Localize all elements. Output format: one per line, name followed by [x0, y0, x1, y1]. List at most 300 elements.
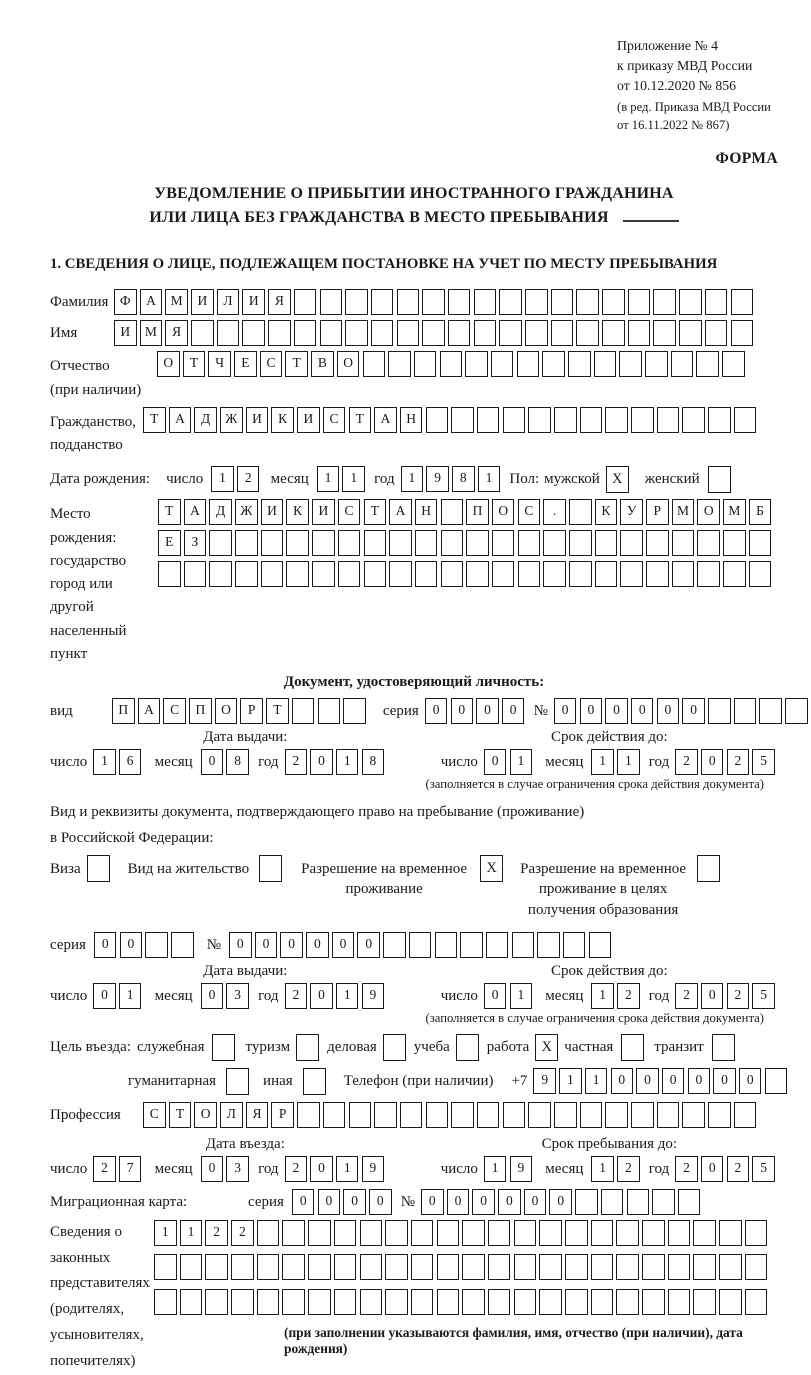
char-cell[interactable]: 2: [727, 749, 750, 775]
char-cell[interactable]: [437, 1254, 460, 1280]
char-cell[interactable]: О: [215, 698, 238, 724]
char-cell[interactable]: [642, 1289, 665, 1315]
char-cell[interactable]: 1: [591, 983, 614, 1009]
char-cell[interactable]: 1: [510, 983, 533, 1009]
char-cell[interactable]: 2: [285, 1156, 308, 1182]
char-cell[interactable]: Т: [169, 1102, 192, 1128]
char-cell[interactable]: [719, 1254, 742, 1280]
char-cell[interactable]: 0: [498, 1189, 521, 1215]
char-cell[interactable]: [646, 530, 669, 556]
char-cell[interactable]: [235, 530, 258, 556]
char-cell[interactable]: [180, 1254, 203, 1280]
char-cell[interactable]: Р: [271, 1102, 294, 1128]
char-cell[interactable]: Т: [349, 407, 372, 433]
char-cell[interactable]: Н: [415, 499, 438, 525]
char-cell[interactable]: [575, 1189, 598, 1215]
char-cell[interactable]: 0: [310, 749, 333, 775]
char-cell[interactable]: [343, 698, 366, 724]
char-cell[interactable]: Т: [143, 407, 166, 433]
char-cell[interactable]: М: [165, 289, 188, 315]
char-cell[interactable]: [539, 1220, 562, 1246]
char-cell[interactable]: [499, 320, 522, 346]
char-cell[interactable]: [448, 320, 471, 346]
char-cell[interactable]: П: [466, 499, 489, 525]
char-cell[interactable]: 3: [226, 1156, 249, 1182]
char-cell[interactable]: [554, 407, 577, 433]
char-cell[interactable]: [374, 1102, 397, 1128]
char-cell[interactable]: [765, 1068, 788, 1094]
char-cell[interactable]: [312, 530, 335, 556]
char-cell[interactable]: [499, 289, 522, 315]
char-cell[interactable]: 1: [317, 466, 340, 492]
char-cell[interactable]: [437, 1289, 460, 1315]
char-cell[interactable]: [145, 932, 168, 958]
char-cell[interactable]: [653, 320, 676, 346]
char-cell[interactable]: [261, 561, 284, 587]
private-checkbox[interactable]: [621, 1034, 644, 1061]
char-cell[interactable]: 0: [343, 1189, 366, 1215]
char-cell[interactable]: [619, 351, 642, 377]
char-cell[interactable]: [554, 1102, 577, 1128]
char-cell[interactable]: [397, 289, 420, 315]
char-cell[interactable]: [292, 698, 315, 724]
char-cell[interactable]: 1: [342, 466, 365, 492]
char-cell[interactable]: Л: [217, 289, 240, 315]
char-cell[interactable]: 2: [675, 1156, 698, 1182]
char-cell[interactable]: 0: [421, 1189, 444, 1215]
char-cell[interactable]: 2: [93, 1156, 116, 1182]
char-cell[interactable]: 0: [524, 1189, 547, 1215]
char-cell[interactable]: [594, 351, 617, 377]
char-cell[interactable]: [492, 530, 515, 556]
char-cell[interactable]: 2: [231, 1220, 254, 1246]
char-cell[interactable]: [422, 289, 445, 315]
char-cell[interactable]: [363, 351, 386, 377]
char-cell[interactable]: [642, 1220, 665, 1246]
char-cell[interactable]: В: [311, 351, 334, 377]
char-cell[interactable]: П: [112, 698, 135, 724]
char-cell[interactable]: О: [194, 1102, 217, 1128]
char-cell[interactable]: [441, 530, 464, 556]
char-cell[interactable]: М: [140, 320, 163, 346]
char-cell[interactable]: 0: [605, 698, 628, 724]
char-cell[interactable]: [451, 407, 474, 433]
residence-permit-checkbox[interactable]: [259, 855, 282, 882]
work-checkbox[interactable]: X: [535, 1034, 558, 1061]
char-cell[interactable]: [745, 1220, 768, 1246]
char-cell[interactable]: [668, 1289, 691, 1315]
char-cell[interactable]: [503, 1102, 526, 1128]
char-cell[interactable]: 0: [292, 1189, 315, 1215]
char-cell[interactable]: 1: [154, 1220, 177, 1246]
char-cell[interactable]: Е: [158, 530, 181, 556]
char-cell[interactable]: [682, 407, 705, 433]
char-cell[interactable]: [601, 1189, 624, 1215]
char-cell[interactable]: [184, 561, 207, 587]
char-cell[interactable]: 8: [452, 466, 475, 492]
char-cell[interactable]: У: [620, 499, 643, 525]
char-cell[interactable]: Я: [165, 320, 188, 346]
char-cell[interactable]: [745, 1254, 768, 1280]
char-cell[interactable]: [488, 1289, 511, 1315]
char-cell[interactable]: Т: [183, 351, 206, 377]
char-cell[interactable]: [294, 289, 317, 315]
char-cell[interactable]: [616, 1220, 639, 1246]
char-cell[interactable]: 0: [484, 749, 507, 775]
char-cell[interactable]: Д: [209, 499, 232, 525]
char-cell[interactable]: [653, 289, 676, 315]
humanitarian-checkbox[interactable]: [226, 1068, 249, 1095]
char-cell[interactable]: [426, 407, 449, 433]
char-cell[interactable]: 1: [336, 749, 359, 775]
char-cell[interactable]: [678, 1189, 701, 1215]
char-cell[interactable]: [460, 932, 483, 958]
char-cell[interactable]: [514, 1220, 537, 1246]
char-cell[interactable]: А: [374, 407, 397, 433]
char-cell[interactable]: [320, 320, 343, 346]
char-cell[interactable]: О: [337, 351, 360, 377]
char-cell[interactable]: [595, 530, 618, 556]
char-cell[interactable]: 0: [701, 1156, 724, 1182]
char-cell[interactable]: [708, 698, 731, 724]
char-cell[interactable]: [551, 320, 574, 346]
char-cell[interactable]: [525, 289, 548, 315]
char-cell[interactable]: 0: [280, 932, 303, 958]
char-cell[interactable]: О: [157, 351, 180, 377]
char-cell[interactable]: 0: [201, 1156, 224, 1182]
char-cell[interactable]: [180, 1289, 203, 1315]
char-cell[interactable]: 0: [318, 1189, 341, 1215]
char-cell[interactable]: 0: [332, 932, 355, 958]
char-cell[interactable]: [242, 320, 265, 346]
char-cell[interactable]: 8: [226, 749, 249, 775]
char-cell[interactable]: 0: [451, 698, 474, 724]
char-cell[interactable]: Ж: [235, 499, 258, 525]
char-cell[interactable]: [722, 351, 745, 377]
char-cell[interactable]: [693, 1289, 716, 1315]
char-cell[interactable]: [334, 1220, 357, 1246]
char-cell[interactable]: [364, 530, 387, 556]
char-cell[interactable]: [723, 530, 746, 556]
char-cell[interactable]: 9: [362, 1156, 385, 1182]
char-cell[interactable]: Т: [266, 698, 289, 724]
char-cell[interactable]: [486, 932, 509, 958]
char-cell[interactable]: 1: [591, 749, 614, 775]
char-cell[interactable]: [389, 561, 412, 587]
char-cell[interactable]: [308, 1254, 331, 1280]
char-cell[interactable]: [591, 1289, 614, 1315]
char-cell[interactable]: [462, 1220, 485, 1246]
char-cell[interactable]: [448, 289, 471, 315]
char-cell[interactable]: [334, 1254, 357, 1280]
char-cell[interactable]: [297, 1102, 320, 1128]
char-cell[interactable]: 1: [93, 749, 116, 775]
char-cell[interactable]: [631, 1102, 654, 1128]
char-cell[interactable]: 9: [510, 1156, 533, 1182]
char-cell[interactable]: О: [697, 499, 720, 525]
char-cell[interactable]: [503, 407, 526, 433]
char-cell[interactable]: [719, 1289, 742, 1315]
char-cell[interactable]: [477, 407, 500, 433]
char-cell[interactable]: [605, 407, 628, 433]
char-cell[interactable]: [731, 320, 754, 346]
char-cell[interactable]: [415, 530, 438, 556]
char-cell[interactable]: А: [140, 289, 163, 315]
char-cell[interactable]: [679, 289, 702, 315]
char-cell[interactable]: [537, 932, 560, 958]
char-cell[interactable]: [257, 1289, 280, 1315]
business-checkbox[interactable]: [383, 1034, 406, 1061]
char-cell[interactable]: [719, 1220, 742, 1246]
char-cell[interactable]: [734, 698, 757, 724]
char-cell[interactable]: [759, 698, 782, 724]
char-cell[interactable]: [551, 289, 574, 315]
char-cell[interactable]: 0: [306, 932, 329, 958]
char-cell[interactable]: А: [169, 407, 192, 433]
char-cell[interactable]: 1: [617, 749, 640, 775]
char-cell[interactable]: [528, 1102, 551, 1128]
char-cell[interactable]: [539, 1254, 562, 1280]
char-cell[interactable]: А: [389, 499, 412, 525]
char-cell[interactable]: [257, 1254, 280, 1280]
char-cell[interactable]: [563, 932, 586, 958]
char-cell[interactable]: [371, 320, 394, 346]
char-cell[interactable]: 2: [617, 1156, 640, 1182]
char-cell[interactable]: Я: [268, 289, 291, 315]
char-cell[interactable]: [591, 1220, 614, 1246]
char-cell[interactable]: [231, 1289, 254, 1315]
char-cell[interactable]: [474, 289, 497, 315]
char-cell[interactable]: 1: [585, 1068, 608, 1094]
char-cell[interactable]: [488, 1254, 511, 1280]
char-cell[interactable]: [338, 530, 361, 556]
char-cell[interactable]: М: [672, 499, 695, 525]
char-cell[interactable]: [697, 561, 720, 587]
char-cell[interactable]: 1: [119, 983, 142, 1009]
char-cell[interactable]: 0: [201, 983, 224, 1009]
char-cell[interactable]: [696, 351, 719, 377]
char-cell[interactable]: 9: [426, 466, 449, 492]
char-cell[interactable]: 0: [636, 1068, 659, 1094]
char-cell[interactable]: 0: [549, 1189, 572, 1215]
char-cell[interactable]: Ф: [114, 289, 137, 315]
char-cell[interactable]: [268, 320, 291, 346]
char-cell[interactable]: [462, 1254, 485, 1280]
char-cell[interactable]: [364, 561, 387, 587]
char-cell[interactable]: 1: [559, 1068, 582, 1094]
char-cell[interactable]: 0: [580, 698, 603, 724]
char-cell[interactable]: [589, 932, 612, 958]
char-cell[interactable]: [580, 407, 603, 433]
char-cell[interactable]: 5: [752, 749, 775, 775]
char-cell[interactable]: 1: [591, 1156, 614, 1182]
char-cell[interactable]: 1: [484, 1156, 507, 1182]
char-cell[interactable]: [569, 530, 592, 556]
char-cell[interactable]: Р: [240, 698, 263, 724]
char-cell[interactable]: Н: [400, 407, 423, 433]
char-cell[interactable]: 7: [119, 1156, 142, 1182]
char-cell[interactable]: [415, 561, 438, 587]
char-cell[interactable]: [657, 407, 680, 433]
char-cell[interactable]: 0: [447, 1189, 470, 1215]
char-cell[interactable]: 0: [657, 698, 680, 724]
char-cell[interactable]: 0: [120, 932, 143, 958]
char-cell[interactable]: И: [297, 407, 320, 433]
char-cell[interactable]: [466, 530, 489, 556]
char-cell[interactable]: [616, 1289, 639, 1315]
char-cell[interactable]: [154, 1289, 177, 1315]
char-cell[interactable]: [441, 499, 464, 525]
char-cell[interactable]: 0: [201, 749, 224, 775]
char-cell[interactable]: [708, 407, 731, 433]
char-cell[interactable]: [525, 320, 548, 346]
char-cell[interactable]: 2: [675, 983, 698, 1009]
char-cell[interactable]: [492, 561, 515, 587]
char-cell[interactable]: [631, 407, 654, 433]
char-cell[interactable]: С: [260, 351, 283, 377]
char-cell[interactable]: [261, 530, 284, 556]
char-cell[interactable]: [745, 1289, 768, 1315]
char-cell[interactable]: [785, 698, 808, 724]
char-cell[interactable]: [517, 351, 540, 377]
char-cell[interactable]: [672, 530, 695, 556]
char-cell[interactable]: 2: [727, 983, 750, 1009]
char-cell[interactable]: 0: [255, 932, 278, 958]
char-cell[interactable]: [568, 351, 591, 377]
char-cell[interactable]: [672, 561, 695, 587]
char-cell[interactable]: [605, 1102, 628, 1128]
char-cell[interactable]: [749, 530, 772, 556]
temp-residence-checkbox[interactable]: X: [480, 855, 503, 882]
char-cell[interactable]: 0: [94, 932, 117, 958]
char-cell[interactable]: П: [189, 698, 212, 724]
char-cell[interactable]: [679, 320, 702, 346]
char-cell[interactable]: [591, 1254, 614, 1280]
char-cell[interactable]: [657, 1102, 680, 1128]
char-cell[interactable]: [668, 1254, 691, 1280]
char-cell[interactable]: [334, 1289, 357, 1315]
char-cell[interactable]: 0: [310, 983, 333, 1009]
char-cell[interactable]: 0: [688, 1068, 711, 1094]
char-cell[interactable]: А: [184, 499, 207, 525]
char-cell[interactable]: [477, 1102, 500, 1128]
char-cell[interactable]: [308, 1220, 331, 1246]
char-cell[interactable]: 3: [226, 983, 249, 1009]
char-cell[interactable]: [308, 1289, 331, 1315]
char-cell[interactable]: 0: [701, 983, 724, 1009]
char-cell[interactable]: 0: [631, 698, 654, 724]
char-cell[interactable]: 2: [237, 466, 260, 492]
char-cell[interactable]: Ч: [208, 351, 231, 377]
char-cell[interactable]: [414, 351, 437, 377]
char-cell[interactable]: 5: [752, 1156, 775, 1182]
char-cell[interactable]: [602, 320, 625, 346]
char-cell[interactable]: [435, 932, 458, 958]
char-cell[interactable]: [620, 530, 643, 556]
char-cell[interactable]: [628, 289, 651, 315]
char-cell[interactable]: 0: [229, 932, 252, 958]
char-cell[interactable]: [294, 320, 317, 346]
char-cell[interactable]: 1: [478, 466, 501, 492]
char-cell[interactable]: [282, 1289, 305, 1315]
char-cell[interactable]: [360, 1254, 383, 1280]
char-cell[interactable]: 0: [472, 1189, 495, 1215]
char-cell[interactable]: 8: [362, 749, 385, 775]
char-cell[interactable]: И: [312, 499, 335, 525]
char-cell[interactable]: Ж: [220, 407, 243, 433]
char-cell[interactable]: [409, 932, 432, 958]
char-cell[interactable]: [158, 561, 181, 587]
char-cell[interactable]: [286, 530, 309, 556]
char-cell[interactable]: [642, 1254, 665, 1280]
char-cell[interactable]: [360, 1289, 383, 1315]
char-cell[interactable]: Р: [646, 499, 669, 525]
char-cell[interactable]: [465, 351, 488, 377]
char-cell[interactable]: [620, 561, 643, 587]
char-cell[interactable]: С: [518, 499, 541, 525]
char-cell[interactable]: [462, 1289, 485, 1315]
char-cell[interactable]: [466, 561, 489, 587]
char-cell[interactable]: [518, 530, 541, 556]
char-cell[interactable]: 1: [401, 466, 424, 492]
char-cell[interactable]: [705, 320, 728, 346]
char-cell[interactable]: 0: [739, 1068, 762, 1094]
char-cell[interactable]: [217, 320, 240, 346]
char-cell[interactable]: .: [543, 499, 566, 525]
char-cell[interactable]: [627, 1189, 650, 1215]
char-cell[interactable]: [323, 1102, 346, 1128]
char-cell[interactable]: [191, 320, 214, 346]
char-cell[interactable]: [338, 561, 361, 587]
char-cell[interactable]: Т: [364, 499, 387, 525]
char-cell[interactable]: [539, 1289, 562, 1315]
char-cell[interactable]: [397, 320, 420, 346]
char-cell[interactable]: [518, 561, 541, 587]
char-cell[interactable]: [209, 561, 232, 587]
char-cell[interactable]: Я: [246, 1102, 269, 1128]
char-cell[interactable]: 2: [285, 749, 308, 775]
char-cell[interactable]: 0: [682, 698, 705, 724]
female-checkbox[interactable]: [708, 466, 731, 493]
char-cell[interactable]: [312, 561, 335, 587]
char-cell[interactable]: [349, 1102, 372, 1128]
char-cell[interactable]: С: [323, 407, 346, 433]
char-cell[interactable]: [474, 320, 497, 346]
char-cell[interactable]: [731, 289, 754, 315]
char-cell[interactable]: И: [242, 289, 265, 315]
char-cell[interactable]: К: [595, 499, 618, 525]
char-cell[interactable]: [411, 1289, 434, 1315]
char-cell[interactable]: [282, 1254, 305, 1280]
char-cell[interactable]: [345, 320, 368, 346]
char-cell[interactable]: [543, 561, 566, 587]
char-cell[interactable]: [512, 932, 535, 958]
char-cell[interactable]: [385, 1289, 408, 1315]
char-cell[interactable]: К: [286, 499, 309, 525]
char-cell[interactable]: И: [114, 320, 137, 346]
char-cell[interactable]: 0: [713, 1068, 736, 1094]
char-cell[interactable]: И: [191, 289, 214, 315]
char-cell[interactable]: 2: [205, 1220, 228, 1246]
char-cell[interactable]: [628, 320, 651, 346]
char-cell[interactable]: [514, 1254, 537, 1280]
char-cell[interactable]: 9: [533, 1068, 556, 1094]
official-checkbox[interactable]: [212, 1034, 235, 1061]
char-cell[interactable]: [360, 1220, 383, 1246]
char-cell[interactable]: Т: [158, 499, 181, 525]
char-cell[interactable]: [723, 561, 746, 587]
char-cell[interactable]: [385, 1220, 408, 1246]
